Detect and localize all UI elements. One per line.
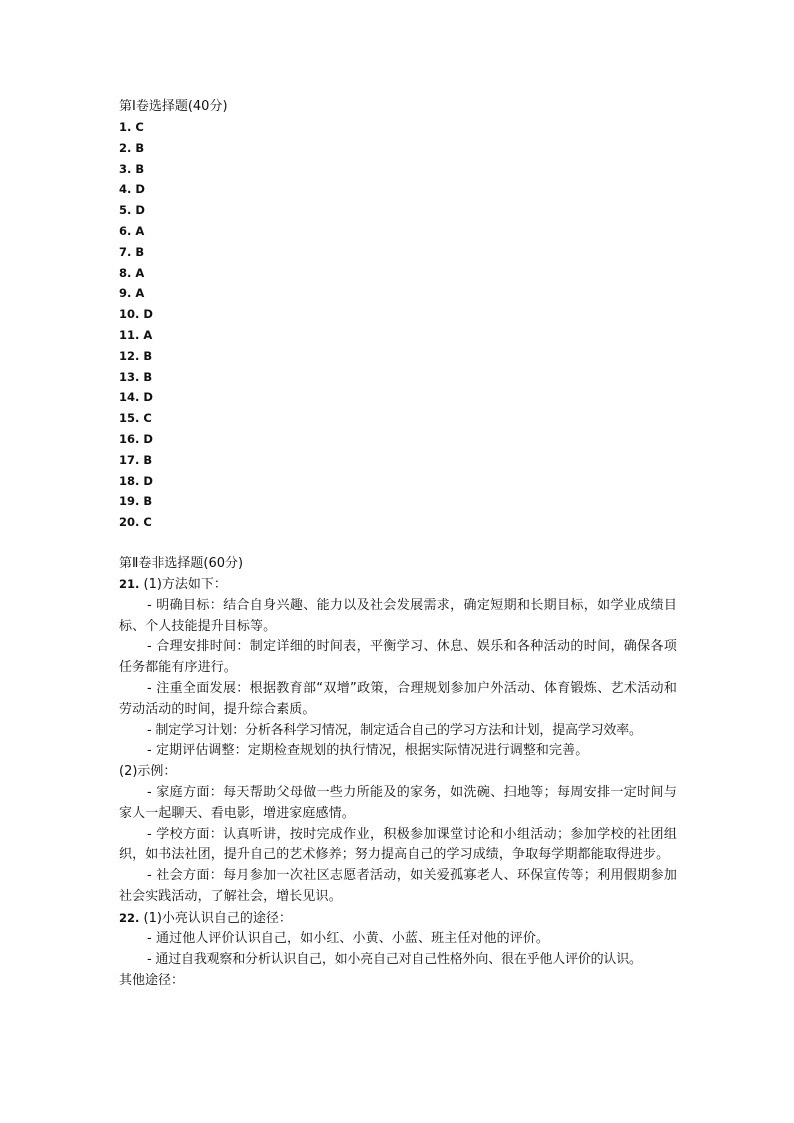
part1-title: 第Ⅰ卷选择题(40分) xyxy=(119,99,228,114)
way-paragraph: - 通过自我观察和分析认识自己，如小亮自己对自己性格外向、很在乎他人评价的认识。 xyxy=(147,952,642,968)
method-paragraph: - 定期评估调整：定期检查规划的执行情况，根据实际情况进行调整和完善。 xyxy=(147,743,589,759)
answer-item: 15. C xyxy=(119,411,152,426)
question-21-heading xyxy=(119,574,677,596)
example-heading: (2)示例： xyxy=(119,764,177,780)
answer-item: 19. B xyxy=(119,494,153,509)
section-spacer xyxy=(119,533,677,554)
method-paragraph: - 制定学习计划：分析各科学习情况，制定适合自己的学习方法和计划，提高学习效率。 xyxy=(147,722,642,738)
way-paragraph: - 通过他人评价认识自己，如小红、小黄、小蓝、班主任对他的评价。 xyxy=(147,931,550,947)
question-number: 21. xyxy=(119,576,140,591)
answer-item: 17. B xyxy=(119,452,153,467)
answer-key-content xyxy=(119,97,677,992)
method-paragraph: - 注重全面发展：根据教育部“双增”政策，合理规划参加户外活动、体育锻炼、艺术活动和劳动活动的时间，提升综合素质。 xyxy=(119,680,677,717)
answer-item: 18. D xyxy=(119,473,153,488)
answer-item: 2. B xyxy=(119,140,145,155)
answer-item: 20. C xyxy=(119,515,152,530)
answer-item: 5. D xyxy=(119,203,145,218)
question-22-heading xyxy=(119,908,677,930)
answer-item: 12. B xyxy=(119,348,153,363)
other-ways-heading: 其他途径： xyxy=(119,973,185,989)
example-paragraph: - 社会方面：每月参加一次社区志愿者活动，如关爱孤寡老人、环保宣传等；利用假期参加社会实践活动，了解社会，增长见识。 xyxy=(119,868,677,904)
answer-item: 9. A xyxy=(119,286,145,301)
question-21-subheading: (1)方法如下： xyxy=(139,576,227,592)
question-22-subheading: (1)小亮认识自己的途径： xyxy=(139,910,292,926)
answer-item: 14. D xyxy=(119,390,153,405)
answer-item: 10. D xyxy=(119,307,153,322)
answer-item: 3. B xyxy=(119,161,145,176)
choice-answer-list xyxy=(119,117,677,533)
method-paragraph: - 合理安排时间：制定详细的时间表，平衡学习、休息、娱乐和各种活动的时间，确保各项任务都能有序进行。 xyxy=(119,639,677,676)
answer-item: 13. B xyxy=(119,369,153,384)
answer-item: 11. A xyxy=(119,327,153,342)
part2-title: 第Ⅱ卷非选择题(60分) xyxy=(119,555,244,571)
answer-item: 4. D xyxy=(119,182,145,197)
answer-item: 16. D xyxy=(119,431,153,446)
question-number: 22. xyxy=(119,910,140,925)
answer-item: 1. C xyxy=(119,120,144,134)
answer-item: 7. B xyxy=(119,244,145,259)
example-paragraph: - 家庭方面：每天帮助父母做一些力所能及的家务，如洗碗、扫地等；每周安排一定时间与家人一起聊天、看电影，增进家庭感情。 xyxy=(119,784,677,821)
method-paragraph: - 明确目标：结合自身兴趣、能力以及社会发展需求，确定短期和长期目标，如学业成绩目标、个人技能提升目标等。 xyxy=(119,597,677,634)
example-paragraph: - 学校方面：认真听讲，按时完成作业，积极参加课堂讨论和小组活动；参加学校的社团组织，如书法社团，提升自己的艺术修养；努力提高自己的学习成绩，争取每学期都能取得进步。 xyxy=(119,826,677,863)
answer-item: 6. A xyxy=(119,223,145,238)
answer-item: 8. A xyxy=(119,265,145,280)
